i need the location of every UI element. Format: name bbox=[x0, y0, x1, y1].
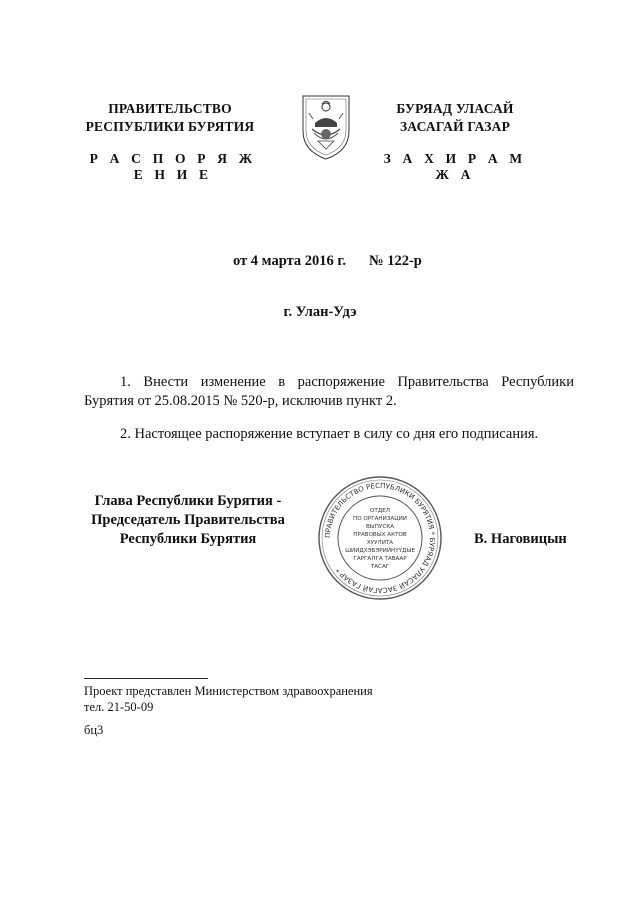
body-paragraph-1: 1. Внести изменение в распоряжение Правительства Республики Бурятия от 25.08.2015 № 520-р, исключив пункт 2. bbox=[84, 374, 574, 409]
stamp-ring-text: ПРАВИТЕЛЬСТВО РЕСПУБЛИКИ БУРЯТИЯ * БУРЯАД УЛАСАЙ ЗАСАГАЙ ГАЗАР * bbox=[323, 481, 437, 595]
body-paragraph-2: 2. Настоящее распоряжение вступает в силу со дня его подписания. bbox=[120, 426, 539, 442]
signatory-title bbox=[78, 492, 298, 549]
header-left-doc-type: Р А С П О Р Я Ж Е Н И Е bbox=[89, 151, 257, 182]
document-date: от 4 марта 2016 г. bbox=[233, 253, 346, 269]
document-city: г. Улан-Удэ bbox=[283, 304, 357, 320]
document-number: № 122-р bbox=[369, 253, 422, 269]
signatory-title-line1: Глава Республики Бурятия - bbox=[94, 493, 282, 509]
official-stamp bbox=[317, 475, 443, 601]
stamp-line: ГАРГАЛГА ТАВААР bbox=[353, 556, 407, 562]
stamp-line: ХУУЛИТА bbox=[366, 540, 394, 546]
stamp-line: ПО ОРГАНИЗАЦИИ bbox=[353, 516, 407, 522]
stamp-line: ОТДЕЛ bbox=[370, 508, 390, 514]
signatory-title-line2: Председатель Правительства bbox=[91, 512, 285, 528]
header-right-title bbox=[380, 100, 530, 136]
footnote-project-note: Проект представлен Министерством здравоохранения bbox=[84, 684, 373, 698]
signatory-name: В. Наговицын bbox=[474, 531, 567, 547]
header-left-line1: ПРАВИТЕЛЬСТВО bbox=[108, 101, 232, 116]
stamp-line: ТАСАГ bbox=[370, 564, 390, 570]
stamp-line: ШИИДХЭБЭРИЙНҮҮДЫЕ bbox=[345, 548, 415, 554]
stamp-line: ПРАВОВЫХ АКТОВ bbox=[353, 532, 407, 538]
header-right-line2: ЗАСАГАЙ ГАЗАР bbox=[399, 119, 511, 134]
header-right-doc-type: З А Х И Р А М Ж А bbox=[383, 151, 527, 182]
footnote-divider bbox=[84, 678, 208, 679]
footnote-code: бц3 bbox=[84, 723, 104, 737]
header-left-title bbox=[80, 100, 260, 136]
signatory-title-line3: Республики Бурятия bbox=[119, 531, 257, 547]
header-left-line2: РЕСПУБЛИКИ БУРЯТИЯ bbox=[85, 119, 255, 134]
buryatia-coat-of-arms-icon bbox=[300, 93, 352, 161]
stamp-line: ВЫПУСКА bbox=[365, 524, 395, 530]
header-right-line1: БУРЯАД УЛАСАЙ bbox=[396, 101, 514, 116]
footnote-phone: тел. 21-50-09 bbox=[84, 700, 154, 714]
